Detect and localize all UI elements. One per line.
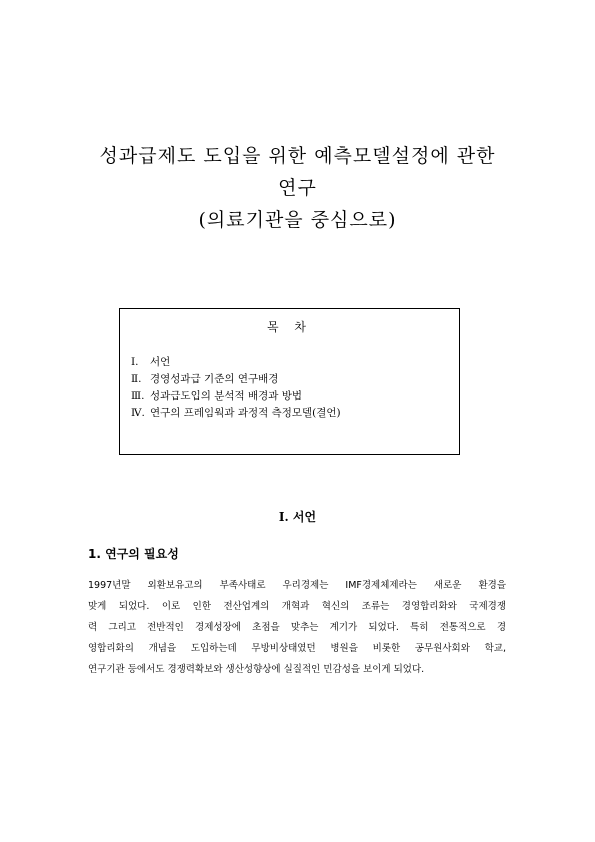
toc-item-label: 경영성과급 기준의 연구배경 [150,373,279,385]
toc-item-3[interactable] [131,388,341,405]
paragraph-line: 영합리화의 개념을 도입하는데 무방비상태였던 병원을 비롯한 공무원사회와 학교, [88,643,506,654]
document-title [0,140,595,236]
toc-item-4[interactable] [131,405,341,422]
toc-item-number: Ⅲ. [131,390,145,402]
toc-item-label: 성과급도입의 분석적 배경과 방법 [150,390,303,402]
title-line-1: 성과급제도 도입을 위한 예측모델설정에 관한 [99,145,496,167]
toc-item-label: 서언 [150,356,171,368]
title-line-3: (의료기관을 중심으로) [198,209,397,231]
toc-item-2[interactable] [131,371,341,388]
toc-item-number: Ⅱ. [131,373,142,385]
toc-item-1[interactable] [131,354,341,371]
table-of-contents [119,308,460,455]
paragraph-line: 맞게 되었다. 이로 인한 전산업계의 개혁과 혁신의 조류는 경영합리화와 국제경쟁 [88,601,506,612]
paragraph-line: 력 그리고 전반적인 경제성장에 초점을 맞추는 계기가 되었다. 특히 전통적으로 경 [88,622,506,633]
title-line-2: 연구 [278,177,317,199]
toc-item-number: Ⅰ. [131,356,139,368]
subsection-heading: 1. 연구의 필요성 [88,547,179,561]
paragraph-line: 1997년말 외환보유고의 부족사태로 우리경제는 IMF경제체제라는 새로운 환경을 [88,580,506,591]
toc-item-label: 연구의 프레임웍과 과정적 측정모델(결언) [150,407,341,419]
toc-list [131,354,341,422]
body-paragraph [88,575,506,680]
toc-item-number: Ⅳ. [131,407,145,419]
toc-heading: 목 차 [267,320,312,334]
paragraph-line: 연구기관 등에서도 경쟁력확보와 생산성향상에 실질적인 민감성을 보이게 되었다. [88,664,425,675]
section-heading: Ⅰ. 서언 [278,510,317,524]
